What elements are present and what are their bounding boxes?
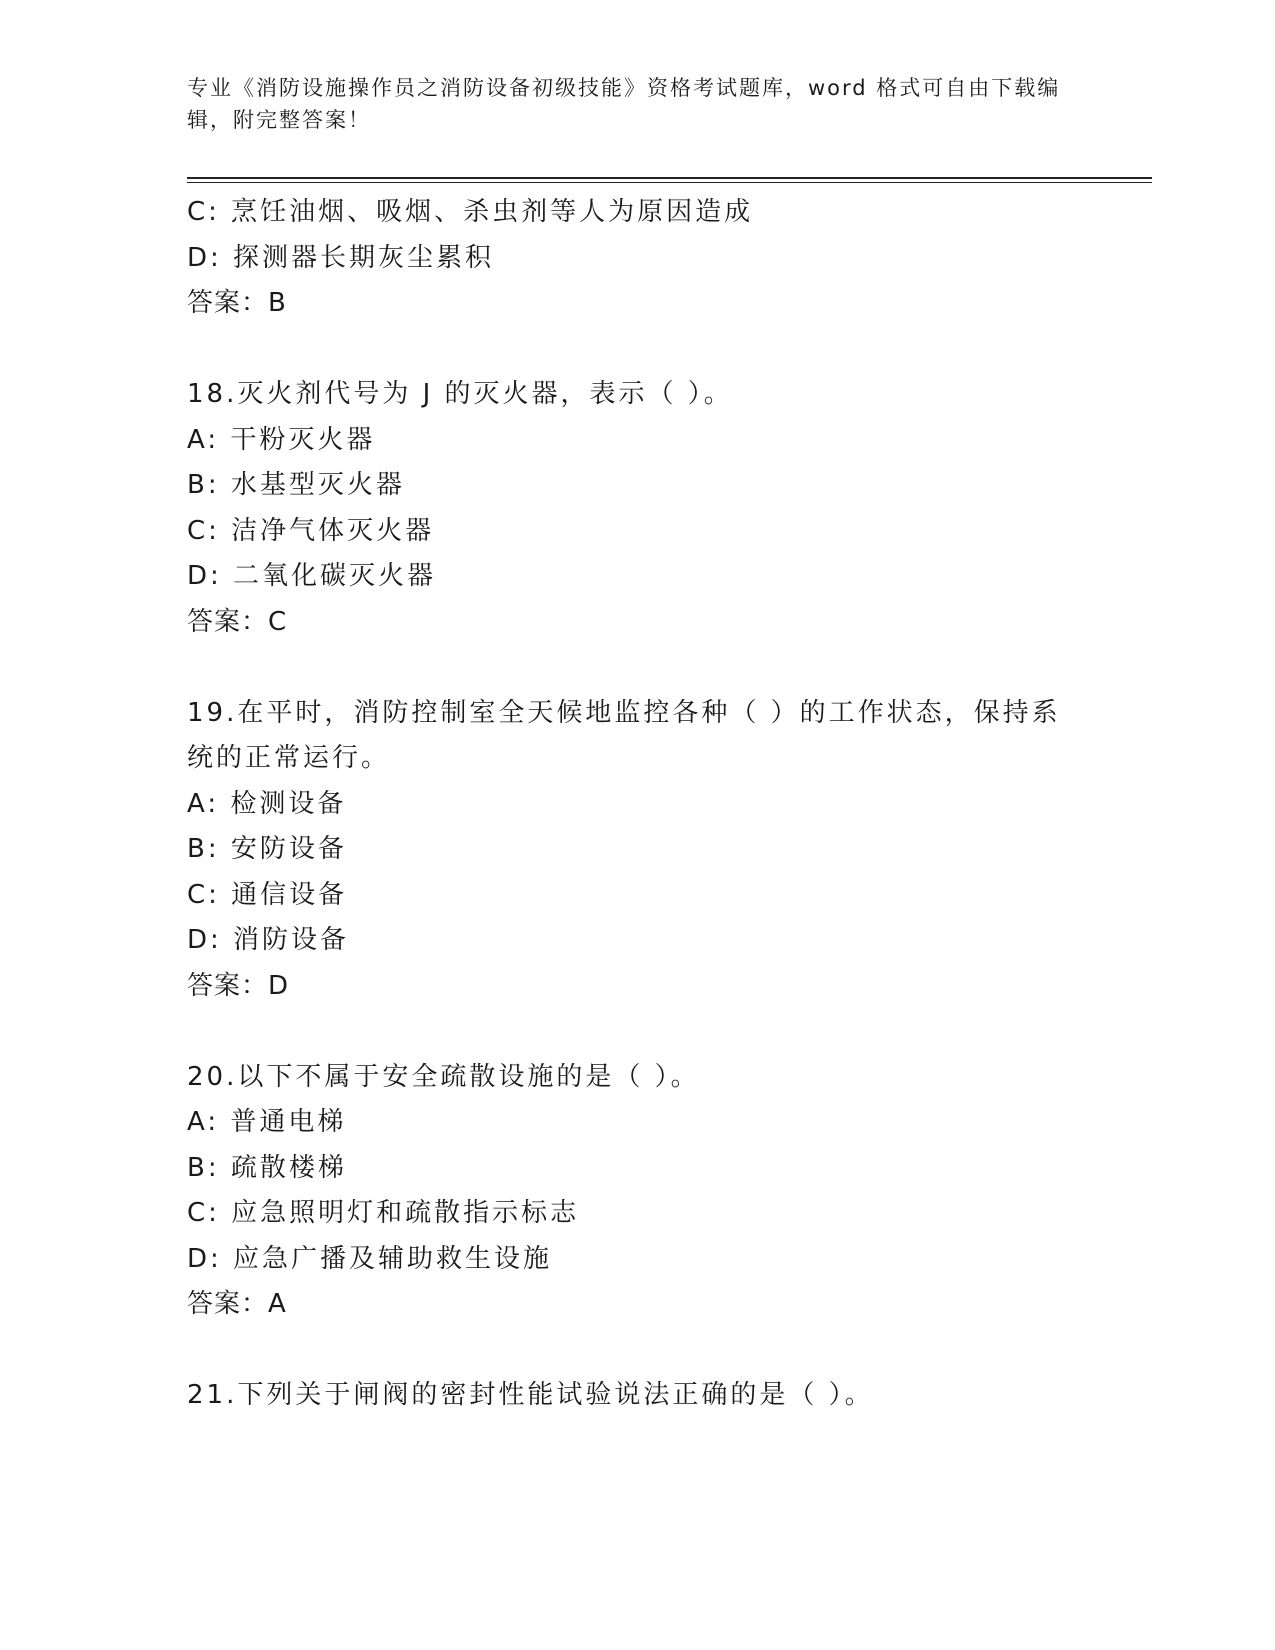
- option-c: C: 洁净气体灭火器: [187, 515, 435, 546]
- question-continued: [187, 190, 1087, 327]
- option-d: D: 消防设备: [187, 925, 350, 955]
- option-d: D: 探测器长期灰尘累积: [187, 242, 495, 273]
- option-c: C: 烹饪油烟、吸烟、杀虫剂等人为原因造成: [187, 197, 754, 227]
- spacer: [187, 327, 1087, 373]
- option-c: C: 应急照明灯和疏散指示标志: [187, 1198, 580, 1228]
- question-stem: 19.在平时，消防控制室全天候地监控各种（ ）的工作状态，保持系统的正常运行。: [187, 697, 1061, 773]
- question-list: [187, 190, 1087, 1419]
- document-header: 专业《消防设施操作员之消防设备初级技能》资格考试题库，word 格式可自由下载编辑，附完整答案！: [187, 76, 1061, 132]
- question-stem: 20.以下不属于安全疏散设施的是（ ）。: [187, 1061, 700, 1092]
- question-21: [187, 1373, 1087, 1419]
- spacer: [187, 1328, 1087, 1374]
- question-stem: 18.灭火剂代号为 J 的灭火器，表示（ ）。: [187, 379, 733, 409]
- option-a: A: 普通电梯: [187, 1107, 347, 1137]
- option-b: B: 安防设备: [187, 834, 347, 864]
- header-rule-thin: [187, 182, 1152, 183]
- option-d: D: 应急广播及辅助救生设施: [187, 1243, 553, 1274]
- option-d: D: 二氧化碳灭火器: [187, 561, 437, 591]
- option-b: B: 疏散楼梯: [187, 1152, 347, 1183]
- option-a: A: 干粉灭火器: [187, 424, 376, 455]
- answer-line: 答案：D: [187, 970, 290, 1001]
- spacer: [187, 645, 1087, 691]
- option-b: B: 水基型灭火器: [187, 470, 405, 500]
- spacer: [187, 1009, 1087, 1055]
- answer-line: 答案：A: [187, 1289, 287, 1319]
- answer-line: 答案：C: [187, 606, 288, 637]
- option-c: C: 通信设备: [187, 879, 348, 910]
- answer-line: 答案：B: [187, 288, 287, 318]
- question-stem: 21.下列关于闸阀的密封性能试验说法正确的是（ ）。: [187, 1380, 874, 1410]
- header-rule-thick: [187, 177, 1152, 179]
- question-18: [187, 372, 1087, 645]
- option-a: A: 检测设备: [187, 788, 347, 819]
- question-20: [187, 1055, 1087, 1328]
- question-19: [187, 691, 1087, 1010]
